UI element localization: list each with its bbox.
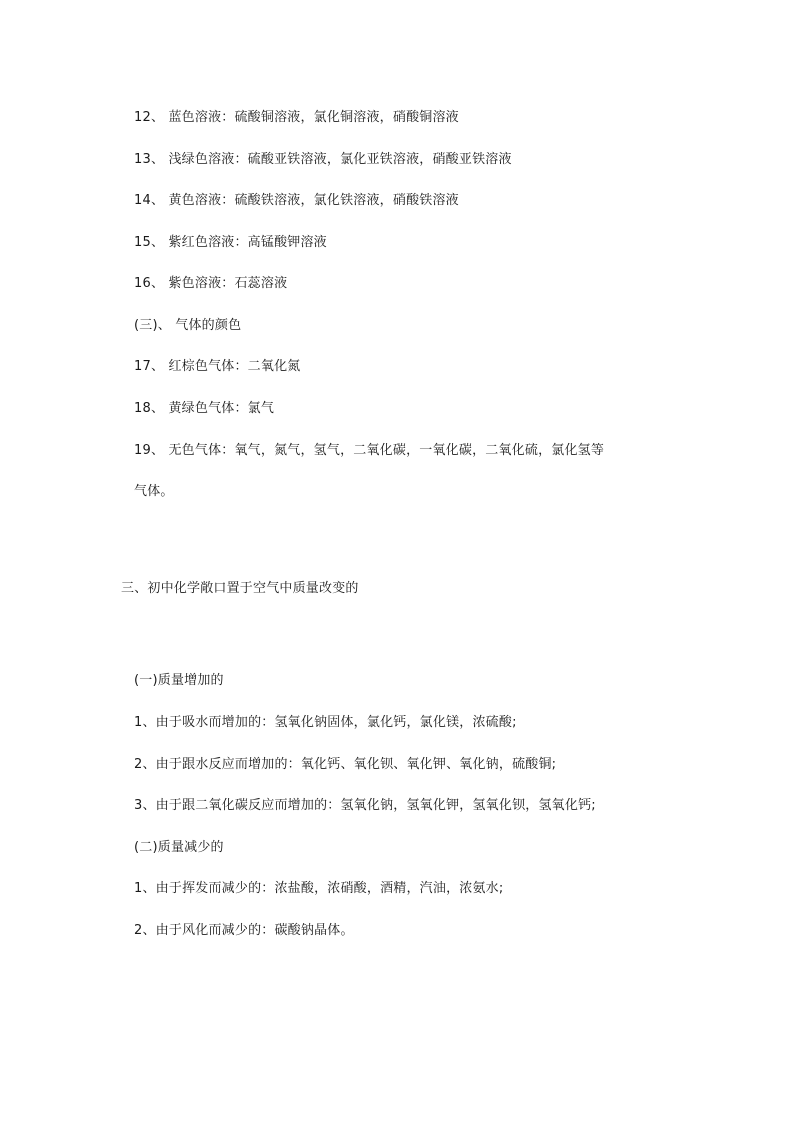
subheading-gas-colors: (三)、 气体的颜色 [134,318,242,333]
section-heading: 三、初中化学敞口置于空气中质量改变的 [121,581,359,596]
text-line-decrease-2: 2、由于风化而减少的：碳酸钠晶体。 [134,923,354,938]
text-line-increase-2: 2、由于跟水反应而增加的：氧化钙、氧化钡、氧化钾、氧化钠，硫酸铜; [134,757,557,772]
subheading-mass-increase: (一)质量增加的 [134,673,224,688]
text-line-decrease-1: 1、由于挥发而减少的：浓盐酸，浓硝酸，酒精，汽油，浓氨水; [134,881,504,896]
text-line-17: 17、 红棕色气体：二氧化氮 [134,359,301,374]
text-line-18: 18、 黄绿色气体：氯气 [134,401,275,416]
text-line-19-continued: 气体。 [134,484,174,499]
text-line-15: 15、 紫红色溶液：高锰酸钾溶液 [134,235,327,250]
text-line-increase-1: 1、由于吸水而增加的：氢氧化钠固体，氯化钙，氯化镁，浓硫酸; [134,715,517,730]
text-line-increase-3: 3、由于跟二氧化碳反应而增加的：氢氧化钠，氢氧化钾，氢氧化钡，氢氧化钙; [134,798,596,813]
text-line-12: 12、 蓝色溶液：硫酸铜溶液，氯化铜溶液，硝酸铜溶液 [134,110,459,125]
text-line-14: 14、 黄色溶液：硫酸铁溶液，氯化铁溶液，硝酸铁溶液 [134,193,459,208]
text-line-19: 19、 无色气体：氧气，氮气，氢气，二氧化碳，一氧化碳，二氧化硫，氯化氢等 [134,443,605,458]
text-line-13: 13、 浅绿色溶液：硫酸亚铁溶液，氯化亚铁溶液，硝酸亚铁溶液 [134,152,512,167]
subheading-mass-decrease: (二)质量减少的 [134,840,224,855]
text-line-16: 16、 紫色溶液：石蕊溶液 [134,276,288,291]
